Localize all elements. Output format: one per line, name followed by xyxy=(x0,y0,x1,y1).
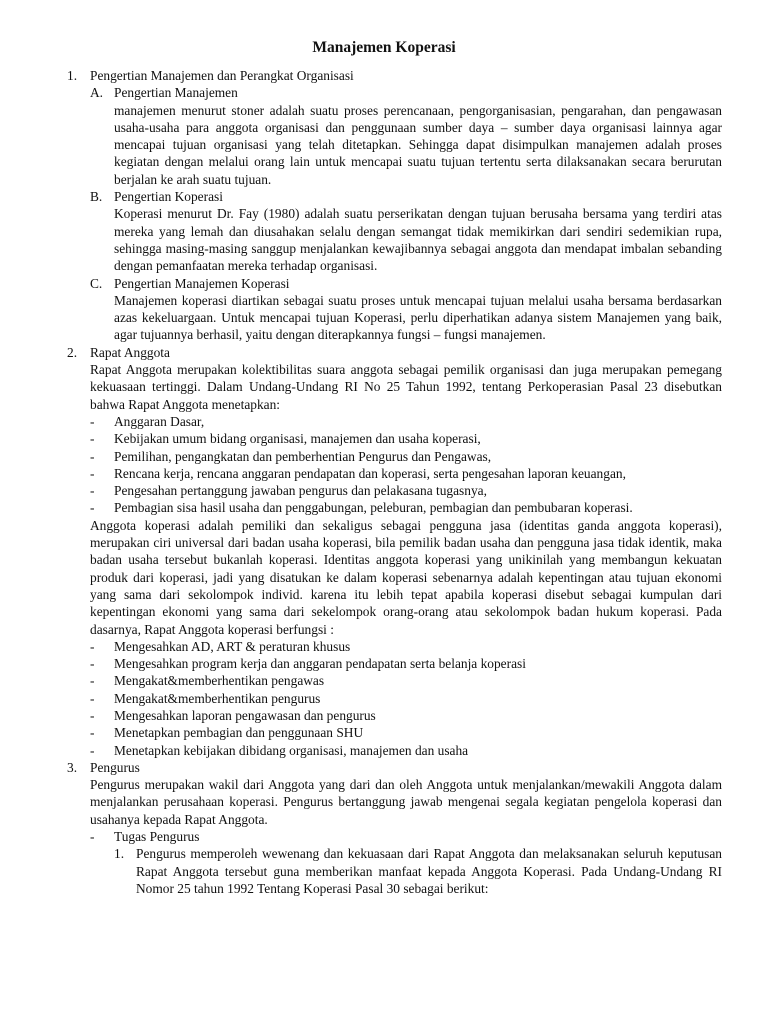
dash-bullet: - xyxy=(90,673,95,689)
list-item xyxy=(0,655,768,672)
dash-bullet: - xyxy=(90,707,95,723)
subsection-heading: Pengertian Manajemen xyxy=(114,85,238,101)
list-item-text: Mengakat&memberhentikan pengurus xyxy=(114,690,321,706)
section-heading: Rapat Anggota xyxy=(90,344,170,360)
subsection-heading: Pengertian Manajemen Koperasi xyxy=(114,275,290,291)
dash-bullet: - xyxy=(90,638,95,654)
section-1-heading xyxy=(0,67,768,84)
section-number: 2. xyxy=(67,344,78,360)
subsection-a-text: manajemen menurut stoner adalah suatu proses perencanaan, pengorganisasian, pengarahan, dan pengawasan usaha-usaha para anggota organisasi dan penggunaan sumber daya – sumber daya organisasi lainnya agar mencapai tujuan organisasi yang telah ditetapkan. Sehingga dapat disimpulkan manajemen adalah proses kegiatan dengan melalui orang lain untuk mencapai suatu tujuan tertentu serta dilaksanakan secara berurutan berjalan ke arah suatu tujuan. xyxy=(114,102,722,187)
list-item xyxy=(0,413,768,430)
list-item xyxy=(0,724,768,741)
subsection-b-text: Koperasi menurut Dr. Fay (1980) adalah suatu perserikatan dengan tujuan berusaha bersama yang terdiri atas mereka yang lemah dan diusahakan selalu dengan semangat tidak memikirkan dari sendiri sedemikian rupa, sehingga masing-masing sanggup menjalankan kewajibannya sebagai anggota dan mendapat imbalan sebanding dengan pemanfaatan mereka terhadap organisasi. xyxy=(114,206,722,274)
list-item xyxy=(0,742,768,759)
dash-bullet: - xyxy=(90,829,95,845)
subsection-b-heading xyxy=(0,188,768,205)
list-item xyxy=(0,482,768,499)
list-item-text: Menetapkan kebijakan dibidang organisasi, manajemen dan usaha xyxy=(114,742,469,758)
section-heading: Pengertian Manajemen dan Perangkat Organisasi xyxy=(90,68,354,83)
list-item-text: Anggaran Dasar, xyxy=(114,413,205,429)
section-2-paragraph: Anggota koperasi adalah pemiliki dan sekaligus sebagai pengguna jasa (identitas ganda anggota koperasi), merupakan ciri universal dari badan usaha koperasi, bila pemilik badan usaha dan pengguna jasa tidak identik, maka badan usaha tersebut bukanlah koperasi. Identitas anggota koperasi yang unikinilah yang membangun kekuatan produk dari koperasi, jadi yang disatukan ke dalam koperasi sebenarnya adalah kepentingan atau tujuan ekonomi yang sama dari sekolompok individ. karena itu lebih tepat apabila koperasi disebut sebagai kumpulan dari kepentingan ekonomi yang sama dari sekelompok orang-orang atau sekolompok badan hukum koperasi. Pada dasarnya, Rapat Anggota koperasi berfungsi : xyxy=(90,517,722,637)
subsection-a-heading xyxy=(0,84,768,101)
section-2-heading xyxy=(0,344,768,361)
subsection-label: A. xyxy=(90,85,104,101)
rapat-anggota-fungsi-list xyxy=(0,638,768,759)
section-3-intro: Pengurus merupakan wakil dari Anggota yang dari dan oleh Anggota untuk menjalankan/mewakili Anggota dalam menjalankan perusahaan koperasi. Pengurus bertanggung jawab mengenai segala kegiatan pengelola koperasi dan usahanya kepada Rapat Anggota. xyxy=(90,777,722,827)
list-item-text: Menetapkan pembagian dan penggunaan SHU xyxy=(114,725,364,741)
list-item-text: Pembagian sisa hasil usaha dan penggabungan, peleburan, pembagian dan pembubaran koperasi. xyxy=(114,500,633,516)
dash-bullet: - xyxy=(90,413,95,429)
list-item xyxy=(0,465,768,482)
dash-bullet: - xyxy=(90,656,95,672)
document-body xyxy=(0,67,768,897)
section-2-intro: Rapat Anggota merupakan kolektibilitas suara anggota sebagai pemilik organisasi dan juga merupakan pemegang kekuasaan tertinggi. Dalam Undang-Undang RI No 25 Tahun 1992, tentang Perkoperasian Pasal 23 disebutkan bahwa Rapat Anggota menetapkan: xyxy=(90,362,722,412)
list-item xyxy=(0,638,768,655)
list-item xyxy=(0,430,768,447)
list-item xyxy=(0,707,768,724)
section-number: 3. xyxy=(67,759,78,775)
list-item-text: Mengesahkan laporan pengawasan dan pengurus xyxy=(114,707,376,723)
list-item xyxy=(0,690,768,707)
list-item-text: Pemilihan, pengangkatan dan pemberhentian Pengurus dan Pengawas, xyxy=(114,448,492,464)
subsection-label: B. xyxy=(90,189,103,205)
tugas-item xyxy=(0,845,768,897)
section-number: 1. xyxy=(67,68,78,83)
tugas-item-text: Pengurus memperoleh wewenang dan kekuasaan dari Rapat Anggota dan melaksanakan seluruh keputusan Rapat Anggota tersebut guna memberikan manfaat kepada Anggota Koperasi. Pada Undang-Undang RI Nomor 25 tahun 1992 Tentang Koperasi Pasal 30 sebagai berikut: xyxy=(136,846,722,896)
sub-heading: Tugas Pengurus xyxy=(114,829,200,845)
list-item-text: Mengesahkan program kerja dan anggaran pendapatan serta belanja koperasi xyxy=(114,656,526,672)
section-heading: Pengurus xyxy=(90,759,140,775)
list-item xyxy=(0,672,768,689)
tugas-pengurus-heading xyxy=(0,828,768,845)
rapat-anggota-menetapkan-list xyxy=(0,413,768,517)
dash-bullet: - xyxy=(90,500,95,516)
subsection-c-heading xyxy=(0,275,768,292)
dash-bullet: - xyxy=(90,431,95,447)
dash-bullet: - xyxy=(90,483,95,499)
dash-bullet: - xyxy=(90,448,95,464)
list-item xyxy=(0,499,768,516)
list-item-text: Kebijakan umum bidang organisasi, manajemen dan usaha koperasi, xyxy=(114,431,481,447)
list-item-text: Rencana kerja, rencana anggaran pendapatan dan koperasi, serta pengesahan laporan keuangan, xyxy=(114,465,626,481)
list-item-text: Mengakat&memberhentikan pengawas xyxy=(114,673,325,689)
dash-bullet: - xyxy=(90,742,95,758)
list-item-text: Pengesahan pertanggung jawaban pengurus dan pelakasana tugasnya, xyxy=(114,483,487,499)
subsection-label: C. xyxy=(90,275,103,291)
list-item-text: Mengesahkan AD, ART & peraturan khusus xyxy=(114,638,351,654)
item-number: 1. xyxy=(114,846,125,862)
section-3-heading xyxy=(0,759,768,776)
dash-bullet: - xyxy=(90,690,95,706)
subsection-heading: Pengertian Koperasi xyxy=(114,189,223,205)
list-item xyxy=(0,448,768,465)
subsection-c-text: Manajemen koperasi diartikan sebagai suatu proses untuk mencapai tujuan melalui usaha bersama berdasarkan azas kekeluargaan. Untuk mencapai tujuan Koperasi, perlu diperhatikan adanya sistem Manajemen yang baik, agar tujuannya berhasil, yaitu dengan diterapkannya fungsi – fungsi manajemen. xyxy=(114,292,722,343)
dash-bullet: - xyxy=(90,465,95,481)
page-title: Manajemen Koperasi xyxy=(312,39,456,56)
dash-bullet: - xyxy=(90,725,95,741)
